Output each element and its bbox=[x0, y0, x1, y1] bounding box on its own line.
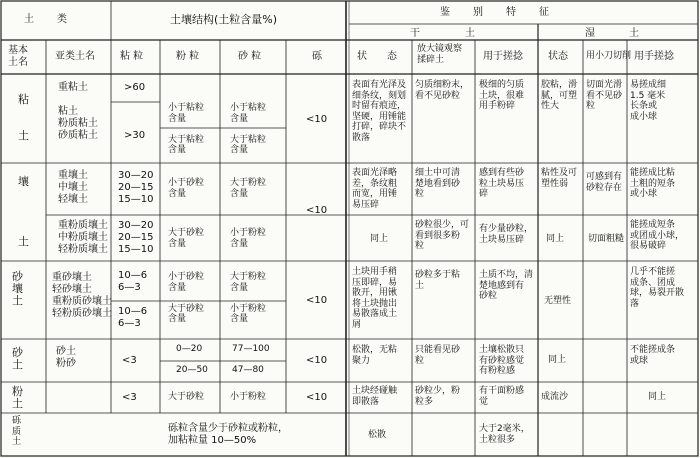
wetstate-sand: 同上 bbox=[548, 355, 567, 365]
clay-clay-soil: >60 >30 bbox=[124, 82, 146, 141]
col-sub-name: 亚类土名 bbox=[55, 51, 95, 62]
col-magnifier: 放大镜观察 揉碎土 bbox=[417, 44, 463, 65]
subs-loam-2: 重粉质壤土 中粉质壤土 轻粉质壤土 bbox=[58, 220, 108, 255]
col-rub: 用于搓捻 bbox=[483, 51, 523, 62]
sand-loam-1: 大于粉粒 含量 bbox=[230, 178, 267, 199]
dryrub-sand: 土壤松散只 有砂粒感觉 有粉粒感 bbox=[479, 345, 525, 376]
clay-sandy-loam: 10—6 6—3 10—6 6—3 bbox=[118, 270, 148, 329]
header-identification: 鉴 别 特 征 bbox=[440, 7, 550, 18]
silt-clay-soil: 小于粘粒 含量 大于粘粒 含量 bbox=[168, 103, 205, 155]
wetstate-clay-soil: 胶粘，滑 腻，可塑 性大 bbox=[541, 80, 578, 111]
basic-clay-soil: 粘 土 bbox=[18, 93, 29, 142]
wetstate-loam-1: 粘性及可 塑性弱 bbox=[541, 168, 578, 189]
col-basic-name: 基本 土名 bbox=[8, 45, 28, 68]
dryrub-clay-soil: 极细的匀质 土块，很难 用手粉碎 bbox=[479, 80, 525, 111]
drystate-sand: 松散，无粘 聚力 bbox=[352, 345, 398, 366]
silt-sandy-loam: 小于砂粒 含量 大于砂粒 含量 bbox=[168, 272, 205, 324]
gravel-loam: <10 bbox=[306, 205, 328, 216]
gravel-sand: <10 bbox=[306, 355, 328, 366]
dryrub-gravel-soil: 大于2毫米， 土粒很多 bbox=[479, 424, 530, 445]
col-knife: 用小刀切削 bbox=[586, 51, 632, 61]
sand-sand: 77—100 47—80 bbox=[232, 344, 270, 375]
drystate-loam-1: 表面光泽略 差，条纹粗 而宽，用锤 易压碎 bbox=[352, 168, 398, 210]
header-wet-soil: 湿 土 bbox=[585, 28, 640, 39]
drystate-sandy-loam: 土块用手稍 压即碎，易 散开，用锹 将土块抛出 易散落成土 屑 bbox=[352, 267, 398, 330]
dryrub-silt-soil: 有干面粉感 觉 bbox=[479, 386, 525, 407]
col-silt: 粉 粒 bbox=[176, 51, 200, 62]
drystate-clay-soil: 表面有光泽及 细条纹，刻划 时留有痕迹， 坚硬，用锤能 打碎，碎块不 散落 bbox=[352, 80, 407, 143]
subs-loam-1: 重壤土 中壤土 轻壤土 bbox=[58, 170, 88, 205]
wetstate-silt-soil: 成流沙 bbox=[541, 392, 569, 402]
col-wet-state: 状态 bbox=[548, 51, 568, 62]
drystate-gravel-soil: 松散 bbox=[368, 430, 387, 440]
wetknife-loam-1: 可感到有 砂粒存在 bbox=[586, 172, 623, 193]
wetstate-loam-2: 同上 bbox=[546, 234, 565, 244]
dryrub-sandy-loam: 土质不均，清 楚地感到有 砂粒 bbox=[479, 270, 534, 301]
subs-clay-soil: 重粘土 粘土 粉质粘土 砂质粘土 bbox=[58, 82, 98, 141]
basic-gravel-soil: 砾 质 土 bbox=[12, 416, 22, 447]
sand-loam-2: 小于粉粒 含量 bbox=[230, 228, 267, 249]
basic-loam: 壤 土 bbox=[18, 175, 29, 248]
silt-sand: 0—20 20—50 bbox=[176, 344, 208, 375]
content-gravel-soil: 砾粒含量少于砂粒或粉粒， 加粘粒量 10—50% bbox=[168, 423, 288, 446]
header-dry-soil: 干 土 bbox=[410, 28, 476, 39]
drystate-silt-soil: 土块经碰触 即散落 bbox=[352, 386, 398, 407]
col-dry-state: 状 态 bbox=[357, 51, 397, 62]
silt-silt-soil: 大于砂粒 bbox=[168, 392, 205, 402]
clay-silt-soil: <3 bbox=[122, 392, 137, 403]
drymag-loam-2: 砂粒很少，可 看到很多粉 粒 bbox=[415, 220, 470, 251]
wetroll-clay-soil: 易搓成细 1.5 毫米 长条或 成小球 bbox=[630, 80, 667, 122]
wetroll-loam-2: 能搓成短条 或团成小球， 很易破碎 bbox=[630, 220, 685, 251]
subs-sand: 砂土 粉砂 bbox=[56, 346, 76, 369]
header-soil-class: 土 类 bbox=[24, 14, 68, 25]
gravel-sandy-loam: <10 bbox=[306, 295, 328, 306]
drymag-sand: 只能看见砂 粒 bbox=[415, 345, 461, 366]
clay-loam-1: 30—20 20—15 15—10 bbox=[118, 170, 154, 205]
wetroll-loam-1: 能搓成比粘 土粗的短条 或小球 bbox=[630, 168, 676, 199]
clay-sand: <3 bbox=[122, 355, 137, 366]
sand-clay-soil: 小于粘粒 含量 大于粘粒 含量 bbox=[230, 103, 267, 155]
silt-loam-2: 大于砂粒 含量 bbox=[168, 228, 205, 249]
drymag-loam-1: 细土中可清 楚地看到砂 粒 bbox=[415, 168, 461, 199]
col-hand-roll: 用手搓捻 bbox=[634, 51, 674, 62]
dryrub-loam-2: 有少量砂粒， 土块易压碎 bbox=[479, 224, 534, 245]
drymag-clay-soil: 匀质细粉末， 看不见砂粒 bbox=[415, 80, 470, 101]
wetstate-sandy-loam: 无塑性 bbox=[544, 296, 572, 306]
basic-silt-soil: 粉 土 bbox=[12, 385, 23, 410]
wetroll-sand: 不能搓成条 或球 bbox=[630, 345, 676, 366]
clay-loam-2: 30—20 20—15 15—10 bbox=[118, 220, 154, 255]
silt-loam-1: 小于砂粒 含量 bbox=[168, 178, 205, 199]
wetknife-loam-2: 切面粗糙 bbox=[588, 234, 625, 244]
drystate-loam-2: 同上 bbox=[370, 234, 389, 244]
dryrub-loam-1: 感到有些砂 粒土块易压 碎 bbox=[479, 168, 525, 199]
basic-sand: 砂 土 bbox=[12, 346, 23, 371]
wetknife-clay-soil: 切面光滑 看不见砂 粒 bbox=[586, 80, 623, 111]
gravel-silt-soil: <10 bbox=[306, 392, 328, 403]
basic-sandy-loam: 砂 壤 土 bbox=[12, 270, 23, 307]
subs-sandy-loam: 重砂壤土 轻砂壤土 重粉质砂壤土 轻粉质砂壤土 bbox=[52, 272, 112, 319]
col-gravel: 砾 bbox=[312, 51, 322, 62]
wetroll-sandy-loam: 几乎不能搓 成条、团成 球，易裂开散 落 bbox=[630, 267, 685, 309]
drymag-sandy-loam: 砂粒多于粘 土 bbox=[415, 270, 461, 291]
sand-silt-soil: 小于粉粒 bbox=[230, 392, 267, 402]
sand-sandy-loam: 大于粉粒 含量 小于粉粒 含量 bbox=[230, 272, 267, 324]
gravel-clay-soil: <10 bbox=[306, 114, 328, 125]
header-structure: 土壤结构(土粒含量%) bbox=[170, 13, 278, 26]
drymag-silt-soil: 砂粒少，粉 粒多 bbox=[415, 386, 461, 407]
col-clay: 粘 粒 bbox=[120, 51, 144, 62]
col-sand: 砂 粒 bbox=[238, 51, 262, 62]
wetroll-silt-soil: 同上 bbox=[648, 392, 667, 402]
